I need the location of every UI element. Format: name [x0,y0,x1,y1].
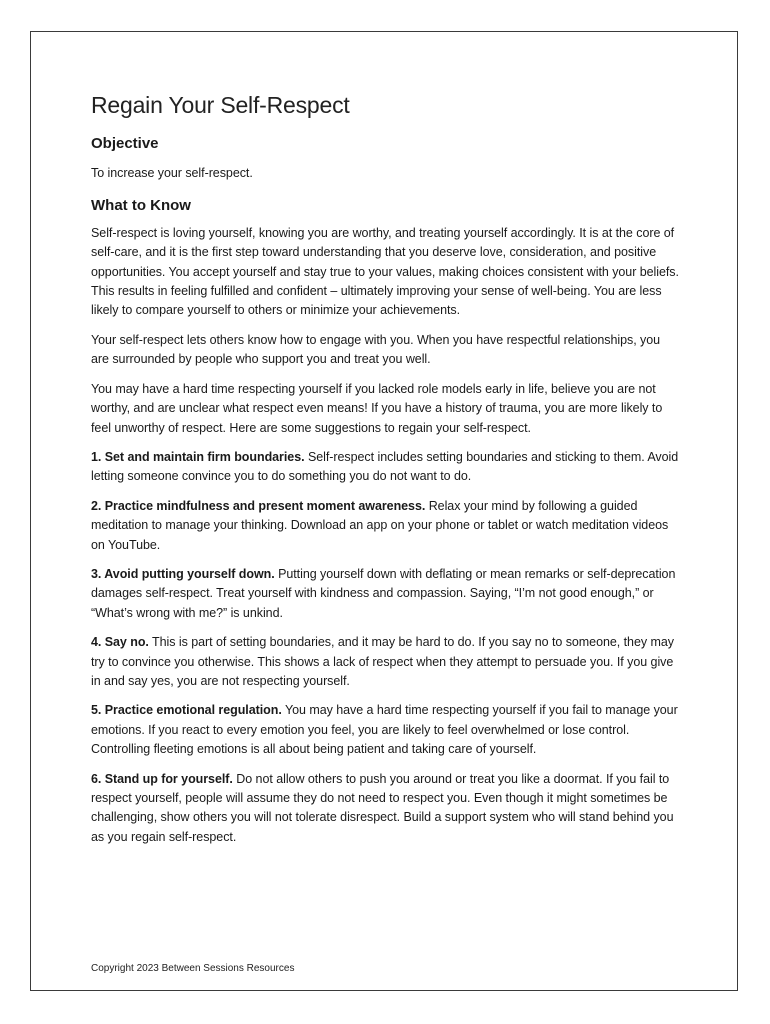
page-title: Regain Your Self-Respect [91,92,350,118]
tip-heading: 5. Practice emotional regulation. [91,703,282,718]
tip-heading: 2. Practice mindfulness and present moment awareness. [91,498,426,513]
what-to-know-heading: What to Know [91,196,191,214]
tip-text: This is part of setting boundaries, and it may be hard to do. If you say no to someone, they may try to convince you otherwise. This shows a lack of respect when they attempt to persuade you. If you give in and say yes, you are not respecting yourself. [91,635,674,688]
tip-text: Relax your mind by following a guided meditation to manage your thinking. Download an app on your phone or tablet or watch meditation videos on YouTube. [91,498,669,552]
tip-item [91,770,679,848]
tip-item [91,448,679,487]
tip-heading: 3. Avoid putting yourself down. [91,566,275,581]
tip-text: Self-respect includes setting boundaries and sticking to them. Avoid letting someone convince you to do something you do not want to do. [91,449,679,484]
tip-text: You may have a hard time respecting yourself if you fail to manage your emotions. If you react to every emotion you feel, you are likely to feel overwhelmed or lose control. Controlling fleeting emotions is all about being patient and taking care of yourself. [91,703,678,757]
body-paragraph: You may have a hard time respecting yourself if you lacked role models early in life, believe you are not worthy, and are unclear what respect even means! If you have a history of trauma, you are more likely to feel unworthy of respect. Here are some suggestions to regain your self-respect. [91,381,663,435]
document-content [91,92,679,857]
tip-heading: 4. Say no. [91,635,149,650]
tip-item [91,701,679,759]
tip-heading: 1. Set and maintain firm boundaries. [91,449,305,464]
tip-text: Do not allow others to push you around or treat you like a doormat. If you fail to respect yourself, people will assume they do not need to respect you. Even though it might sometimes be challenging, show others you will not tolerate disrespect. Build a support system who will stand behind you as you regain self-respect. [91,771,674,844]
document-page [30,31,738,991]
copyright-footer: Copyright 2023 Between Sessions Resources [91,963,295,974]
tip-item [91,633,679,691]
tip-heading: 6. Stand up for yourself. [91,771,233,786]
body-paragraph: Self-respect is loving yourself, knowing you are worthy, and treating yourself accordingly. It is at the core of self-care, and it is the first step toward understanding that you deserve love, consideration, and positive opportunities. You accept yourself and stay true to your values, making choices consistent with your beliefs. This results in feeling fulfilled and confident – ultimately improving your sense of well-being. You are less likely to compare yourself to others or minimize your achievements. [91,225,679,318]
objective-heading: Objective [91,135,159,153]
body-paragraph: Your self-respect lets others know how to engage with you. When you have respectful relationships, you are surrounded by people who support you and treat you well. [91,332,661,367]
tip-item [91,497,679,555]
tip-item [91,565,679,623]
tip-text: Putting yourself down with deflating or mean remarks or self-deprecation damages self-respect. Treat yourself with kindness and compassion. Saying, “I’m not good enough,” or “What’s wrong with me?” is unkind. [91,566,676,620]
objective-text: To increase your self-respect. [91,166,253,181]
